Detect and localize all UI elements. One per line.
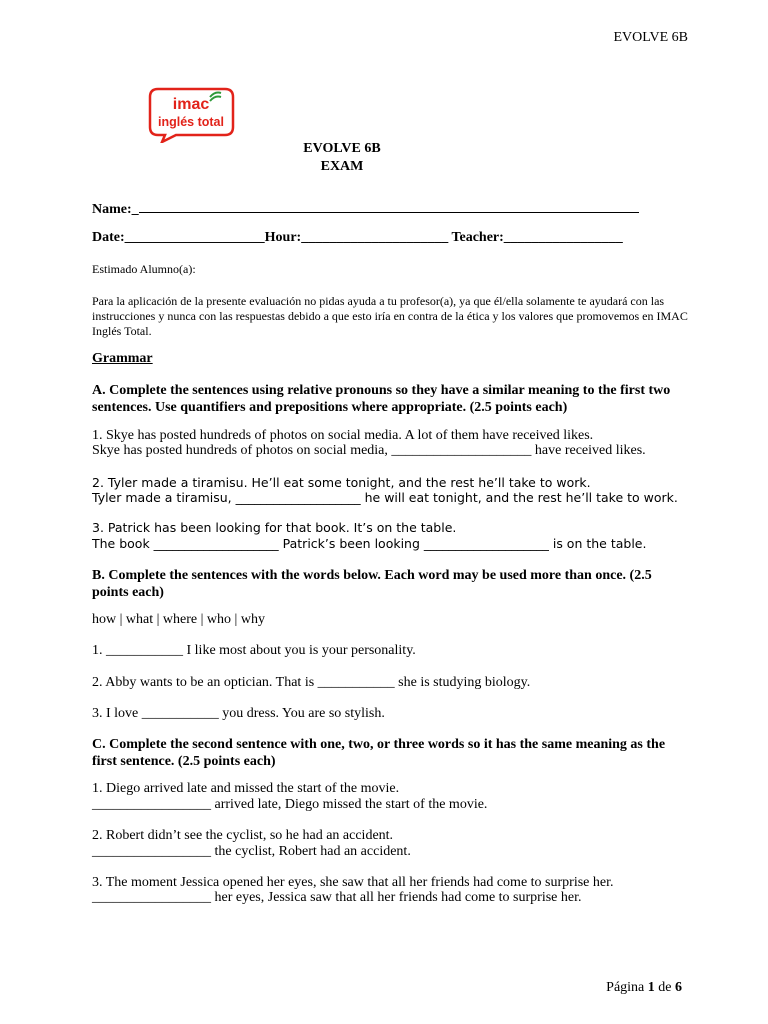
imac-logo	[148, 87, 235, 143]
logo-bubble-icon	[148, 87, 235, 143]
part-c-item-3-line-2: _________________ her eyes, Jessica saw that all her friends had come to surprise her.	[92, 890, 582, 905]
part-b-item-2: 2. Abby wants to be an optician. That is ___________ she is studying biology.	[92, 675, 531, 690]
part-a-item-3-line-2: The book ____________________ Patrick’s been looking ____________________ is on the table.	[92, 536, 647, 551]
name-line[interactable]	[139, 200, 639, 213]
footer-prefix: Página	[606, 980, 648, 995]
name-field[interactable]	[92, 200, 639, 218]
footer-page-number: 1	[647, 980, 655, 995]
part-a-item-3-line-1: 3. Patrick has been looking for that book. It’s on the table.	[92, 520, 457, 535]
instructions: Para la aplicación de la presente evaluación no pidas ayuda a tu profesor(a), ya que él/ella solamente te ayudará con las instrucciones y nunca con las respuestas debido a que esto iría en contra de la ética y los valores que promovemos en IMAC Inglés Total.	[92, 294, 688, 338]
name-label: Name:_	[92, 202, 139, 217]
page-footer	[606, 980, 682, 996]
logo-text-ingles: inglés total	[158, 115, 224, 129]
part-c-item-1-line-2: _________________ arrived late, Diego missed the start of the movie.	[92, 797, 488, 812]
exam-title	[300, 140, 384, 176]
header-title: EVOLVE 6B	[613, 30, 688, 45]
part-c-heading: C. Complete the second sentence with one, two, or three words so it has the same meaning as the first sentence. (2.5 points each)	[92, 737, 666, 769]
footer-middle: de	[654, 980, 675, 995]
part-a-item-2-line-2: Tyler made a tiramisu, ____________________ he will eat tonight, and the rest he’ll take to work.	[92, 490, 678, 505]
part-b-wordbank: how | what | where | who | why	[92, 612, 265, 627]
part-a-item-2-line-1: 2. Tyler made a tiramisu. He’ll eat some tonight, and the rest he’ll take to work.	[92, 475, 591, 490]
part-c-item-3-line-1: 3. The moment Jessica opened her eyes, she saw that all her friends had come to surprise her.	[92, 875, 614, 890]
logo-text-imac: imac	[172, 96, 210, 113]
part-a-item-1-line-2: Skye has posted hundreds of photos on social media, ____________________ have received likes.	[92, 443, 646, 458]
part-a-item-1-line-1: 1. Skye has posted hundreds of photos on social media. A lot of them have received likes.	[92, 428, 594, 443]
part-c-item-2-line-2: _________________ the cyclist, Robert had an accident.	[92, 844, 411, 859]
greeting: Estimado Alumno(a):	[92, 262, 196, 276]
exam-title-line1: EVOLVE 6B	[303, 141, 381, 156]
exam-title-line2: EXAM	[320, 159, 364, 174]
part-c-item-2-line-1: 2. Robert didn’t see the cyclist, so he had an accident.	[92, 828, 394, 843]
footer-total-pages: 6	[675, 980, 682, 995]
section-grammar: Grammar	[92, 351, 153, 366]
part-b-item-3: 3. I love ___________ you dress. You are so stylish.	[92, 706, 385, 721]
part-b-item-1: 1. ___________ I like most about you is your personality.	[92, 643, 416, 658]
part-a-heading: A. Complete the sentences using relative pronouns so they have a similar meaning to the first two sentences. Use quantifiers and prepositions where appropriate. (2.5 points each)	[92, 383, 671, 415]
date-hour-teacher-row[interactable]: Date:____________________Hour:_____________________ Teacher:_________________	[92, 230, 623, 245]
part-c-item-1-line-1: 1. Diego arrived late and missed the start of the movie.	[92, 781, 400, 796]
part-b-heading: B. Complete the sentences with the words below. Each word may be used more than once. (2.5 points each)	[92, 568, 652, 600]
